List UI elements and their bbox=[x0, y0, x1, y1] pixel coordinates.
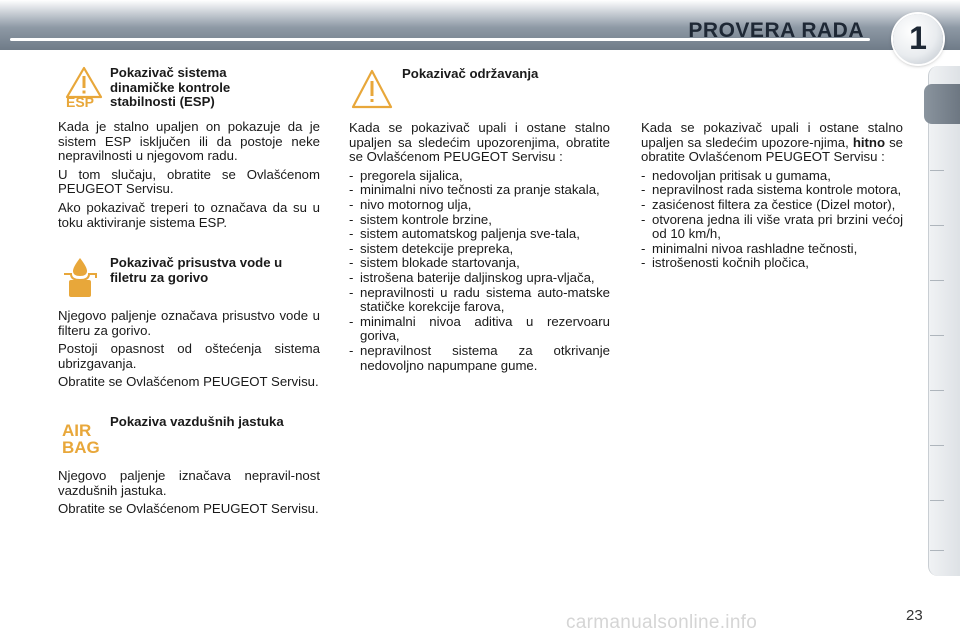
list-item: - minimalni nivoa aditiva u rezervoaru goriva, bbox=[349, 315, 610, 344]
tab-divider bbox=[930, 170, 944, 171]
list-item: - nivo motornog ulja, bbox=[349, 198, 610, 213]
list-item: - nepravilnosti u radu sistema auto-matske statičke korekcije farova, bbox=[349, 286, 610, 315]
tab-divider bbox=[930, 390, 944, 391]
esp-paragraph: Ako pokazivač treperi to označava da su u toku aktiviranje sistema ESP. bbox=[58, 199, 320, 230]
esp-paragraph: Kada je stalno upaljen on pokazuje da je sistem ESP isključen ili da postoje neke nepravilnosti u njegovom radu. bbox=[58, 119, 320, 164]
airbag-icon-label: AIR bbox=[62, 421, 92, 440]
airbag-paragraph: Obratite se Ovlašćenom PEUGEOT Servisu. bbox=[58, 501, 319, 517]
airbag-text bbox=[58, 469, 320, 521]
airbag-icon bbox=[62, 422, 102, 462]
watermark: carmanualsonline.info bbox=[566, 612, 758, 633]
maintenance-heading: Pokazivač održavanja bbox=[402, 66, 539, 81]
airbag-heading: Pokaziva vazdušnih jastuka bbox=[110, 414, 284, 429]
water-paragraph: Obratite se Ovlašćenom PEUGEOT Servisu. bbox=[58, 374, 319, 390]
maintenance-list bbox=[349, 169, 610, 373]
list-item: - sistem blokade startovanja, bbox=[349, 256, 610, 271]
urgent-intro-text: Kada se pokazivač upali i ostane stalno upaljen sa sledećim upozore-njima, bbox=[641, 120, 903, 150]
list-item: - sistem detekcije prepreka, bbox=[349, 242, 610, 257]
water-paragraph: Njegovo paljenje označava prisustvo vode u filteru za gorivo. bbox=[58, 308, 320, 338]
maintenance-text bbox=[349, 121, 610, 373]
urgent-intro-text: se obratite Ovlašćenom PEUGEOT Servisu : bbox=[641, 134, 904, 165]
list-item: - sistem kontrole brzine, bbox=[349, 213, 610, 228]
list-item: - minimalni nivo tečnosti za pranje stakala, bbox=[349, 183, 610, 198]
page-title: PROVERA RADA bbox=[688, 19, 864, 42]
airbag-icon-label: BAG bbox=[62, 438, 100, 457]
esp-icon-label: ESP bbox=[66, 94, 95, 110]
chapter-number: 1 bbox=[909, 20, 927, 56]
tab-divider bbox=[930, 280, 944, 281]
maintenance-warning-icon bbox=[350, 68, 394, 112]
urgent-text bbox=[641, 121, 903, 271]
list-item: - istrošenosti kočnih pločica, bbox=[641, 256, 903, 271]
tab-divider bbox=[930, 550, 944, 551]
list-item: - sistem automatskog paljenja sve-tala, bbox=[349, 227, 610, 242]
list-item: - nepravilnost rada sistema kontrole motora, bbox=[641, 183, 903, 198]
urgent-emphasis: hitno bbox=[852, 134, 886, 150]
esp-text bbox=[58, 120, 320, 234]
maintenance-intro: Kada se pokazivač upali i ostane stalno upaljen sa sledećim upozorenjima, obratite se Ovlašćenom PEUGEOT Servisu : bbox=[349, 120, 610, 165]
list-item: - nedovoljan pritisak u gumama, bbox=[641, 169, 903, 184]
airbag-paragraph: Njegovo paljenje iznačava nepravil-nost vazdušnih jastuka. bbox=[58, 468, 320, 498]
list-item: - otvorena jedna ili više vrata pri brzini većoj od 10 km/h, bbox=[641, 213, 903, 242]
list-item: - nepravilnost sistema za otkrivanje nedovoljno napumpane gume. bbox=[349, 344, 610, 373]
list-item: - zasićenost filtera za čestice (Dizel motor), bbox=[641, 198, 903, 213]
list-item: - istrošena baterije daljinskog upra-vljača, bbox=[349, 271, 610, 286]
esp-paragraph: U tom slučaju, obratite se Ovlašćenom PEUGEOT Servisu. bbox=[58, 166, 320, 197]
water-in-fuel-icon bbox=[60, 256, 100, 300]
esp-heading: Pokazivač sistema dinamičke kontrole stabilnosti (ESP) bbox=[110, 65, 231, 110]
page-header bbox=[0, 0, 960, 50]
water-text bbox=[58, 309, 320, 394]
tab-divider bbox=[930, 445, 944, 446]
page-number: 23 bbox=[906, 607, 923, 624]
active-chapter-tab bbox=[924, 84, 960, 124]
urgent-intro bbox=[641, 121, 903, 165]
water-heading: Pokazivač prisustva vode u filetru za gorivo bbox=[110, 255, 283, 285]
tab-divider bbox=[930, 500, 944, 501]
esp-warning-icon bbox=[64, 66, 104, 112]
water-paragraph: Postoji opasnost od oštećenja sistema ubrizgavanja. bbox=[58, 341, 320, 371]
list-item: - pregorela sijalica, bbox=[349, 169, 610, 184]
chapter-badge bbox=[893, 14, 943, 64]
urgent-list bbox=[641, 169, 903, 271]
list-item: - minimalni nivoa rashladne tečnosti, bbox=[641, 242, 903, 257]
tab-divider bbox=[930, 225, 944, 226]
tab-divider bbox=[930, 335, 944, 336]
